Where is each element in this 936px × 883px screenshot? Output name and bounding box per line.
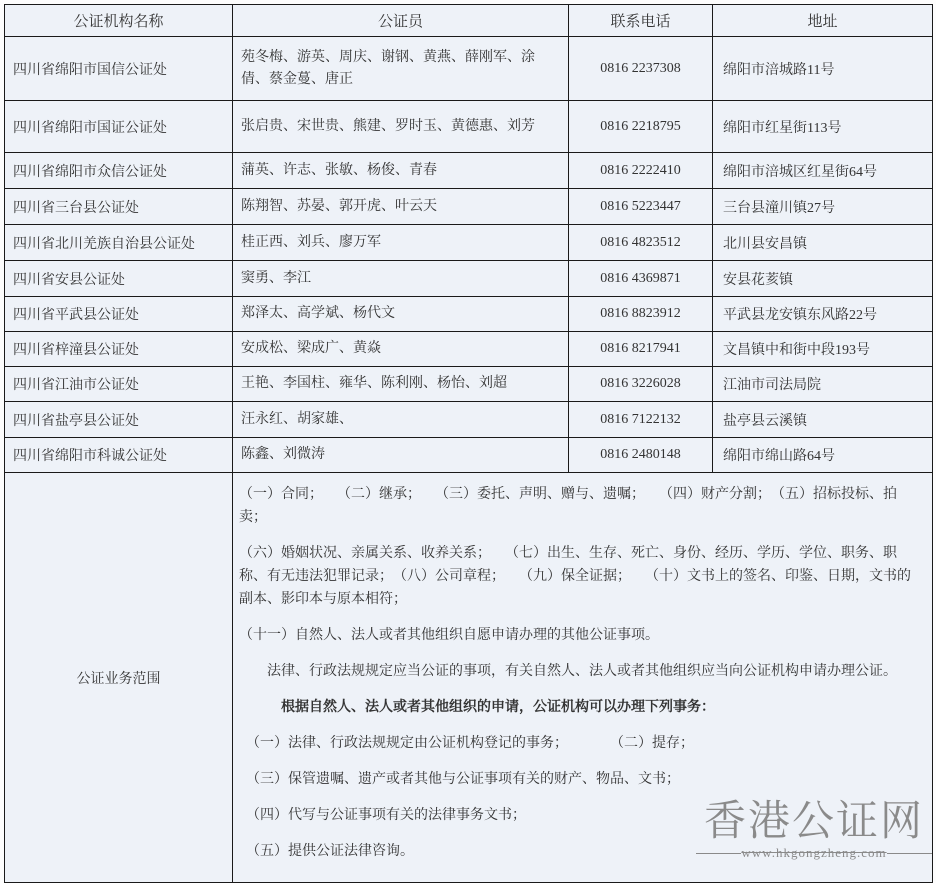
address-cell: 江油市司法局院 <box>713 367 933 402</box>
watermark-title: 香港公证网 <box>703 799 924 845</box>
org-cell: 四川省绵阳市国信公证处 <box>5 37 233 101</box>
notaries-cell: 窦勇、李江 <box>233 261 569 297</box>
org-cell: 四川省梓潼县公证处 <box>5 332 233 367</box>
phone-cell: 0816 8823912 <box>569 297 713 332</box>
address-cell: 安县花荄镇 <box>713 261 933 297</box>
table-row <box>5 189 933 225</box>
notaries-cell: 张启贵、宋世贵、熊建、罗时玉、黄德惠、刘芳 <box>233 101 569 153</box>
table-row <box>5 332 933 367</box>
phone-cell: 0816 2222410 <box>569 153 713 189</box>
table-row <box>5 225 933 261</box>
business-scope-row <box>5 473 933 883</box>
notaries-cell: 桂正西、刘兵、廖万军 <box>233 225 569 261</box>
header-phone: 联系电话 <box>569 5 713 37</box>
scope-paragraph: （一）法律、行政法规规定由公证机构登记的事务； （二）提存； <box>239 736 694 751</box>
scope-paragraph: （十一）自然人、法人或者其他组织自愿申请办理的其他公证事项。 <box>239 628 659 643</box>
notaries-cell: 苑冬梅、游英、周庆、谢钢、黄燕、薛刚军、涂倩、蔡金蔓、唐正 <box>233 37 569 101</box>
table-row <box>5 402 933 438</box>
org-cell: 四川省北川羌族自治县公证处 <box>5 225 233 261</box>
business-scope-label: 公证业务范围 <box>5 473 233 883</box>
notaries-cell: 汪永红、胡家雄、 <box>233 402 569 438</box>
org-cell: 四川省安县公证处 <box>5 261 233 297</box>
phone-cell: 0816 7122132 <box>569 402 713 438</box>
scope-paragraph: （六）婚姻状况、亲属关系、收养关系； （七）出生、生存、死亡、身份、经历、学历、学位、职务、职称、有无违法犯罪记录； （八）公司章程； （九）保全证据； （十）文书上的签名、印鉴、日期，文书的副本、影印本与原本相符； <box>239 546 911 607</box>
table-row <box>5 297 933 332</box>
org-cell: 四川省平武县公证处 <box>5 297 233 332</box>
scope-paragraph: （三）保管遗嘱、遗产或者其他与公证事项有关的财产、物品、文书； <box>239 772 680 787</box>
table-row <box>5 101 933 153</box>
notaries-cell: 安成松、梁成广、黄焱 <box>233 332 569 367</box>
notaries-cell: 郑泽太、高学斌、杨代文 <box>233 297 569 332</box>
phone-cell: 0816 2237308 <box>569 37 713 101</box>
org-cell: 四川省绵阳市国证公证处 <box>5 101 233 153</box>
scope-paragraph: （一）合同； （二）继承； （三）委托、声明、赠与、遗嘱； （四）财产分割； （五）招标投标、拍卖； <box>239 487 897 525</box>
address-cell: 平武县龙安镇东风路22号 <box>713 297 933 332</box>
address-cell: 文昌镇中和街中段193号 <box>713 332 933 367</box>
header-address: 地址 <box>713 5 933 37</box>
table-row <box>5 37 933 101</box>
header-org: 公证机构名称 <box>5 5 233 37</box>
table-header-row <box>5 5 933 37</box>
phone-cell: 0816 2480148 <box>569 438 713 473</box>
watermark-url: www.hkgongzheng.com <box>696 846 932 860</box>
table-row <box>5 153 933 189</box>
notary-table <box>4 4 933 883</box>
org-cell: 四川省江油市公证处 <box>5 367 233 402</box>
notaries-cell: 蒲英、许志、张敏、杨俊、青春 <box>233 153 569 189</box>
address-cell: 绵阳市涪城路11号 <box>713 37 933 101</box>
phone-cell: 0816 8217941 <box>569 332 713 367</box>
table-row <box>5 438 933 473</box>
address-cell: 三台县潼川镇27号 <box>713 189 933 225</box>
scope-paragraph: 法律、行政法规规定应当公证的事项，有关自然人、法人或者其他组织应当向公证机构申请办理公证。 <box>239 664 897 679</box>
header-notaries: 公证员 <box>233 5 569 37</box>
address-cell: 盐亭县云溪镇 <box>713 402 933 438</box>
phone-cell: 0816 4369871 <box>569 261 713 297</box>
address-cell: 绵阳市绵山路64号 <box>713 438 933 473</box>
org-cell: 四川省三台县公证处 <box>5 189 233 225</box>
phone-cell: 0816 2218795 <box>569 101 713 153</box>
notaries-cell: 王艳、李国柱、雍华、陈利刚、杨怡、刘超 <box>233 367 569 402</box>
address-cell: 北川县安昌镇 <box>713 225 933 261</box>
phone-cell: 0816 4823512 <box>569 225 713 261</box>
org-cell: 四川省盐亭县公证处 <box>5 402 233 438</box>
notaries-cell: 陈鑫、刘微涛 <box>233 438 569 473</box>
address-cell: 绵阳市红星街113号 <box>713 101 933 153</box>
address-cell: 绵阳市涪城区红星街64号 <box>713 153 933 189</box>
table-row <box>5 261 933 297</box>
phone-cell: 0816 3226028 <box>569 367 713 402</box>
scope-paragraph: （五）提供公证法律咨询。 <box>239 844 414 859</box>
scope-paragraph: （四）代写与公证事项有关的法律事务文书； <box>239 808 526 823</box>
business-scope-content <box>233 473 933 883</box>
scope-paragraph-bold: 根据自然人、法人或者其他组织的申请，公证机构可以办理下列事务： <box>239 700 715 715</box>
org-cell: 四川省绵阳市众信公证处 <box>5 153 233 189</box>
notaries-cell: 陈翔智、苏晏、郭开虎、叶云天 <box>233 189 569 225</box>
org-cell: 四川省绵阳市科诚公证处 <box>5 438 233 473</box>
table-row <box>5 367 933 402</box>
phone-cell: 0816 5223447 <box>569 189 713 225</box>
